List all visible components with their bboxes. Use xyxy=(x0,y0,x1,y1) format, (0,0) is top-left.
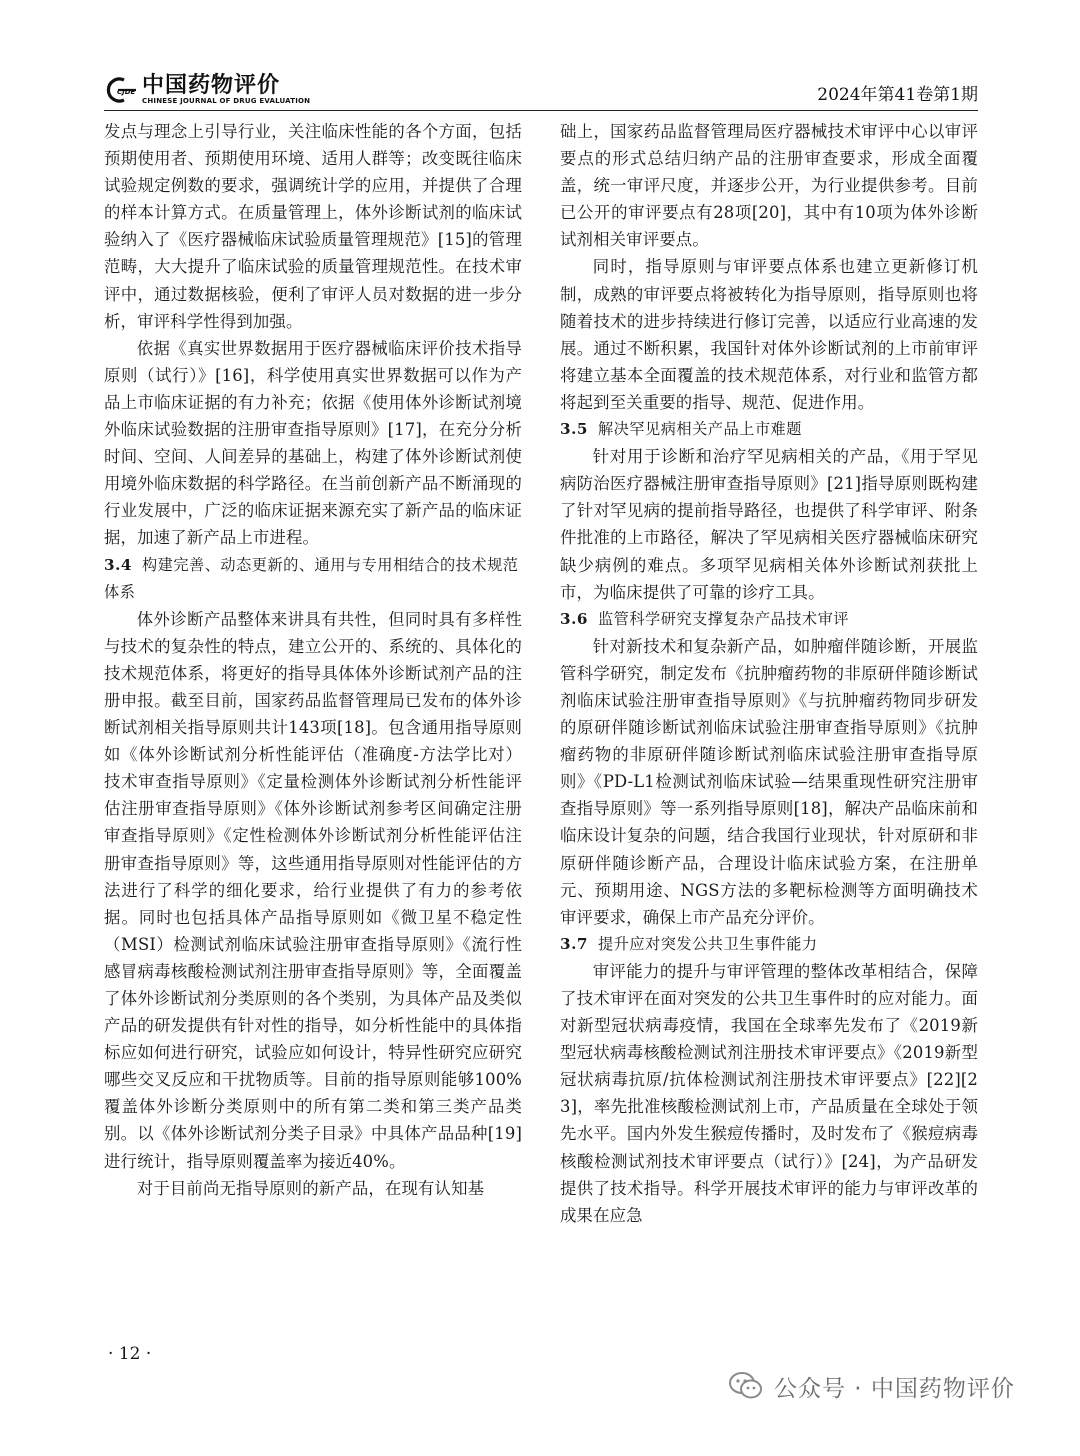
section-title: 提升应对突发公共卫生事件能力 xyxy=(597,934,818,953)
journal-name-cn: 中国药物评价 xyxy=(142,72,281,98)
section-title: 监管科学研究支撑复杂产品技术审评 xyxy=(597,609,849,628)
section-heading-3-7 xyxy=(560,931,978,958)
journal-name-en: CHINESE JOURNAL OF DRUG EVALUATION xyxy=(142,96,311,105)
journal-logo xyxy=(104,72,310,108)
paragraph: 针对新技术和复杂新产品，如肿瘤伴随诊断，开展监管科学研究，制定发布《抗肿瘤药物的非原研伴随诊断试剂临床试验注册审查指导原则》《与抗肿瘤药物同步研发的原研伴随诊断试剂临床试验注册审查指导原则》《抗肿瘤药物的非原研伴随诊断试剂临床试验注册审查指导原则》《PD-L1检测试剂临床试验—结果重现性研究注册审查指导原则》等一系列指导原则[18]，解决产品临床前和临床设计复杂的问题，结合我国行业现状，针对原研和非原研伴随诊断产品，合理设计临床试验方案，在注册单元、预期用途、NGS方法的多靶标检测等方面明确技术审评要求，确保上市产品充分评价。 xyxy=(560,636,978,927)
section-heading-3-6 xyxy=(560,606,978,633)
section-number: 3.7 xyxy=(560,934,588,953)
paragraph: 体外诊断产品整体来讲具有共性，但同时具有多样性与技术的复杂性的特点，建立公开的、系统的、具体化的技术规范体系，将更好的指导具体体外诊断试剂产品的注册申报。截至目前，国家药品监督管理局已发布的体外诊断试剂相关指导原则共计143项[18]。包含通用指导原则如《体外诊断试剂分析性能评估（准确度-方法学比对）技术审查指导原则》《定量检测体外诊断试剂分析性能评估注册审查指导原则》《体外诊断试剂参考区间确定注册审查指导原则》《定性检测体外诊断试剂分析性能评估注册审查指导原则》等，这些通用指导原则对性能评估的方法进行了科学的细化要求，给行业提供了有力的参考依据。同时也包括具体产品指导原则如《微卫星不稳定性（MSI）检测试剂临床试验注册审查指导原则》《流行性感冒病毒核酸检测试剂注册审查指导原则》等，全面覆盖了体外诊断试剂分类原则的各个类别，为具体产品及类似产品的研发提供有针对性的指导，如分析性能中的具体指标应如何进行研究，试验应如何设计，特异性研究应研究哪些交叉反应和干扰物质等。目前的指导原则能够100%覆盖体外诊断分类原则中的所有第二类和第三类产品类别。以《体外诊断试剂分类子目录》中具体产品品种[19]进行统计，指导原则覆盖率为接近40%。 xyxy=(104,609,522,1171)
wechat-watermark xyxy=(728,1368,1015,1404)
left-column xyxy=(104,118,522,1202)
page-header xyxy=(104,72,978,108)
section-title: 构建完善、动态更新的、通用与专用相结合的技术规范体系 xyxy=(104,555,519,601)
section-heading-3-5 xyxy=(560,416,978,443)
paragraph: 依据《真实世界数据用于医疗器械临床评价技术指导原则（试行）》[16]，科学使用真实世界数据可以作为产品上市临床证据的有力补充；依据《使用体外诊断试剂境外临床试验数据的注册审查指导原则》[17]，在充分分析时间、空间、人间差异的基础上，构建了体外诊断试剂使用境外临床数据的科学路径。在当前创新产品不断涌现的行业发展中，广泛的临床证据来源充实了新产品的临床证据，加速了新产品上市进程。 xyxy=(104,338,522,548)
watermark-text: 公众号 · 中国药物评价 xyxy=(774,1375,1015,1402)
wechat-icon xyxy=(728,1371,764,1401)
paragraph: 针对用于诊断和治疗罕见病相关的产品，《用于罕见病防治医疗器械注册审查指导原则》[21]指导原则既构建了针对罕见病的提前指导路径，也提供了科学审评、附条件批准的上市路径，解决了罕见病相关医疗器械临床研究缺少病例的难点。多项罕见病相关体外诊断试剂获批上市，为临床提供了可靠的诊疗工具。 xyxy=(560,447,978,602)
paragraph: 同时，指导原则与审评要点体系也建立更新修订机制，成熟的审评要点将被转化为指导原则，指导原则也将随着技术的进步持续进行修订完善，以适应行业高速的发展。通过不断积累，我国针对体外诊断试剂的上市前审评将建立基本全面覆盖的技术规范体系，对行业和监管方都将起到至关重要的指导、规范、促进作用。 xyxy=(560,257,978,412)
section-number: 3.5 xyxy=(560,420,588,439)
logo-abbreviation: CJDE xyxy=(117,88,136,96)
section-number: 3.6 xyxy=(560,609,588,628)
journal-logo-icon xyxy=(104,77,138,103)
issue-info: 2024年第41卷第1期 xyxy=(817,85,978,105)
header-divider xyxy=(104,110,978,111)
section-title: 解决罕见病相关产品上市难题 xyxy=(597,420,802,439)
section-number: 3.4 xyxy=(104,555,132,574)
right-column xyxy=(560,118,978,1229)
paragraph: 础上，国家药品监督管理局医疗器械技术审评中心以审评要点的形式总结归纳产品的注册审查要求，形成全面覆盖，统一审评尺度，并逐步公开，为行业提供参考。目前已公开的审评要点有28项[20]，其中有10项为体外诊断试剂相关审评要点。 xyxy=(560,122,978,250)
page-number: · 12 · xyxy=(108,1344,152,1364)
paragraph: 对于目前尚无指导原则的新产品，在现有认知基 xyxy=(136,1178,485,1198)
paragraph: 审评能力的提升与审评管理的整体改革相结合，保障了技术审评在面对突发的公共卫生事件时的应对能力。面对新型冠状病毒疫情，我国在全球率先发布了《2019新型冠状病毒核酸检测试剂注册技术审评要点》《2019新型冠状病毒抗原/抗体检测试剂注册技术审评要点》[22][23]，率先批准核酸检测试剂上市，产品质量在全球处于领先水平。国内外发生猴痘传播时，及时发布了《猴痘病毒核酸检测试剂技术审评要点（试行）》[24]，为产品研发提供了技术指导。科学开展技术审评的能力与审评改革的成果在应急 xyxy=(560,961,978,1225)
paragraph: 发点与理念上引导行业，关注临床性能的各个方面，包括预期使用者、预期使用环境、适用人群等；改变既往临床试验规定例数的要求，强调统计学的应用，并提供了合理的样本计算方式。在质量管理上，体外诊断试剂的临床试验纳入了《医疗器械临床试验质量管理规范》[15]的管理范畴，大大提升了临床试验的质量管理规范性。在技术审评中，通过数据核验，便利了审评人员对数据的进一步分析，审评科学性得到加强。 xyxy=(104,122,522,331)
section-heading-3-4 xyxy=(104,552,522,606)
